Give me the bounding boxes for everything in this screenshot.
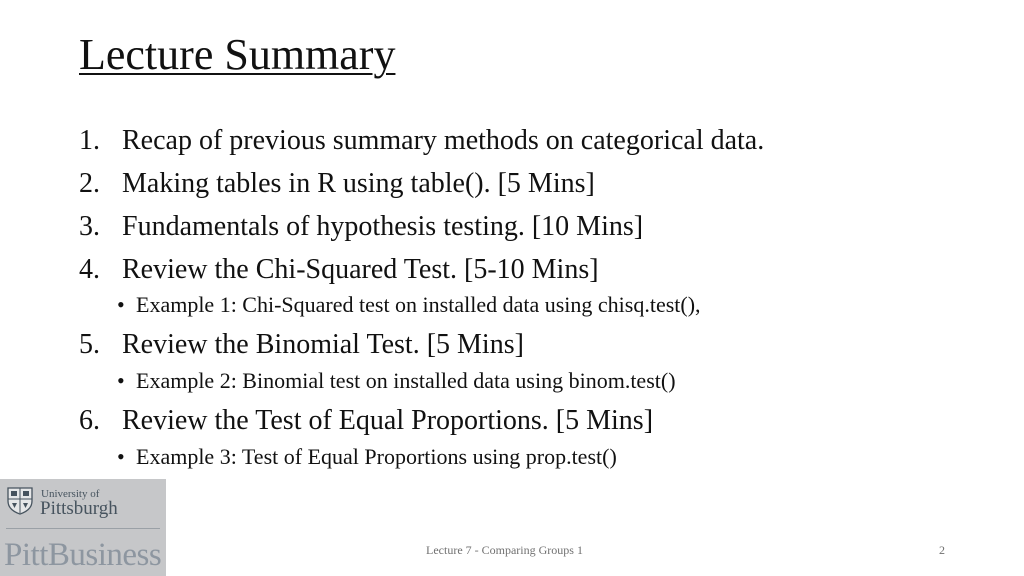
- sub-item-example-3: [117, 443, 617, 471]
- bullet-icon: •: [117, 368, 125, 393]
- summary-item-2: [79, 167, 595, 201]
- item-number: 2.: [79, 168, 100, 199]
- item-number: 5.: [79, 329, 100, 360]
- summary-item-1: [79, 124, 764, 158]
- item-text: Fundamentals of hypothesis testing. [10 Mins]: [122, 211, 644, 242]
- sub-item-example-1: [117, 291, 701, 319]
- pitt-business-logo: [0, 479, 166, 576]
- slide-footer: Lecture 7 - Comparing Groups 1: [426, 543, 583, 557]
- bullet-icon: •: [117, 292, 125, 317]
- logo-pittsburgh: Pittsburgh: [40, 498, 118, 519]
- item-number: 3.: [79, 211, 100, 242]
- summary-item-6: [79, 404, 653, 438]
- logo-divider: [6, 528, 160, 529]
- item-number: 4.: [79, 254, 100, 285]
- item-text: Making tables in R using table(). [5 Mins]: [122, 168, 595, 199]
- item-number: 6.: [79, 405, 100, 436]
- sub-item-example-2: [117, 367, 676, 395]
- summary-item-3: [79, 210, 643, 244]
- item-text: Review the Binomial Test. [5 Mins]: [122, 329, 524, 360]
- logo-pitt-business: PittBusiness: [4, 537, 162, 573]
- logo-university-of: University of: [41, 488, 100, 500]
- summary-item-4: [79, 253, 599, 287]
- slide-title: Lecture Summary: [79, 30, 396, 79]
- item-number: 1.: [79, 125, 100, 156]
- sub-item-text: Example 2: Binomial test on installed data using binom.test(): [136, 368, 676, 393]
- item-text: Review the Chi-Squared Test. [5-10 Mins]: [122, 254, 599, 285]
- item-text: Recap of previous summary methods on categorical data.: [122, 125, 765, 156]
- summary-item-5: [79, 328, 524, 362]
- bullet-icon: •: [117, 444, 125, 469]
- item-text: Review the Test of Equal Proportions. [5 Mins]: [122, 405, 654, 436]
- university-seal-icon: [7, 487, 33, 515]
- sub-item-text: Example 3: Test of Equal Proportions using prop.test(): [136, 444, 617, 469]
- page-number: 2: [939, 543, 945, 557]
- sub-item-text: Example 1: Chi-Squared test on installed data using chisq.test(),: [136, 292, 701, 317]
